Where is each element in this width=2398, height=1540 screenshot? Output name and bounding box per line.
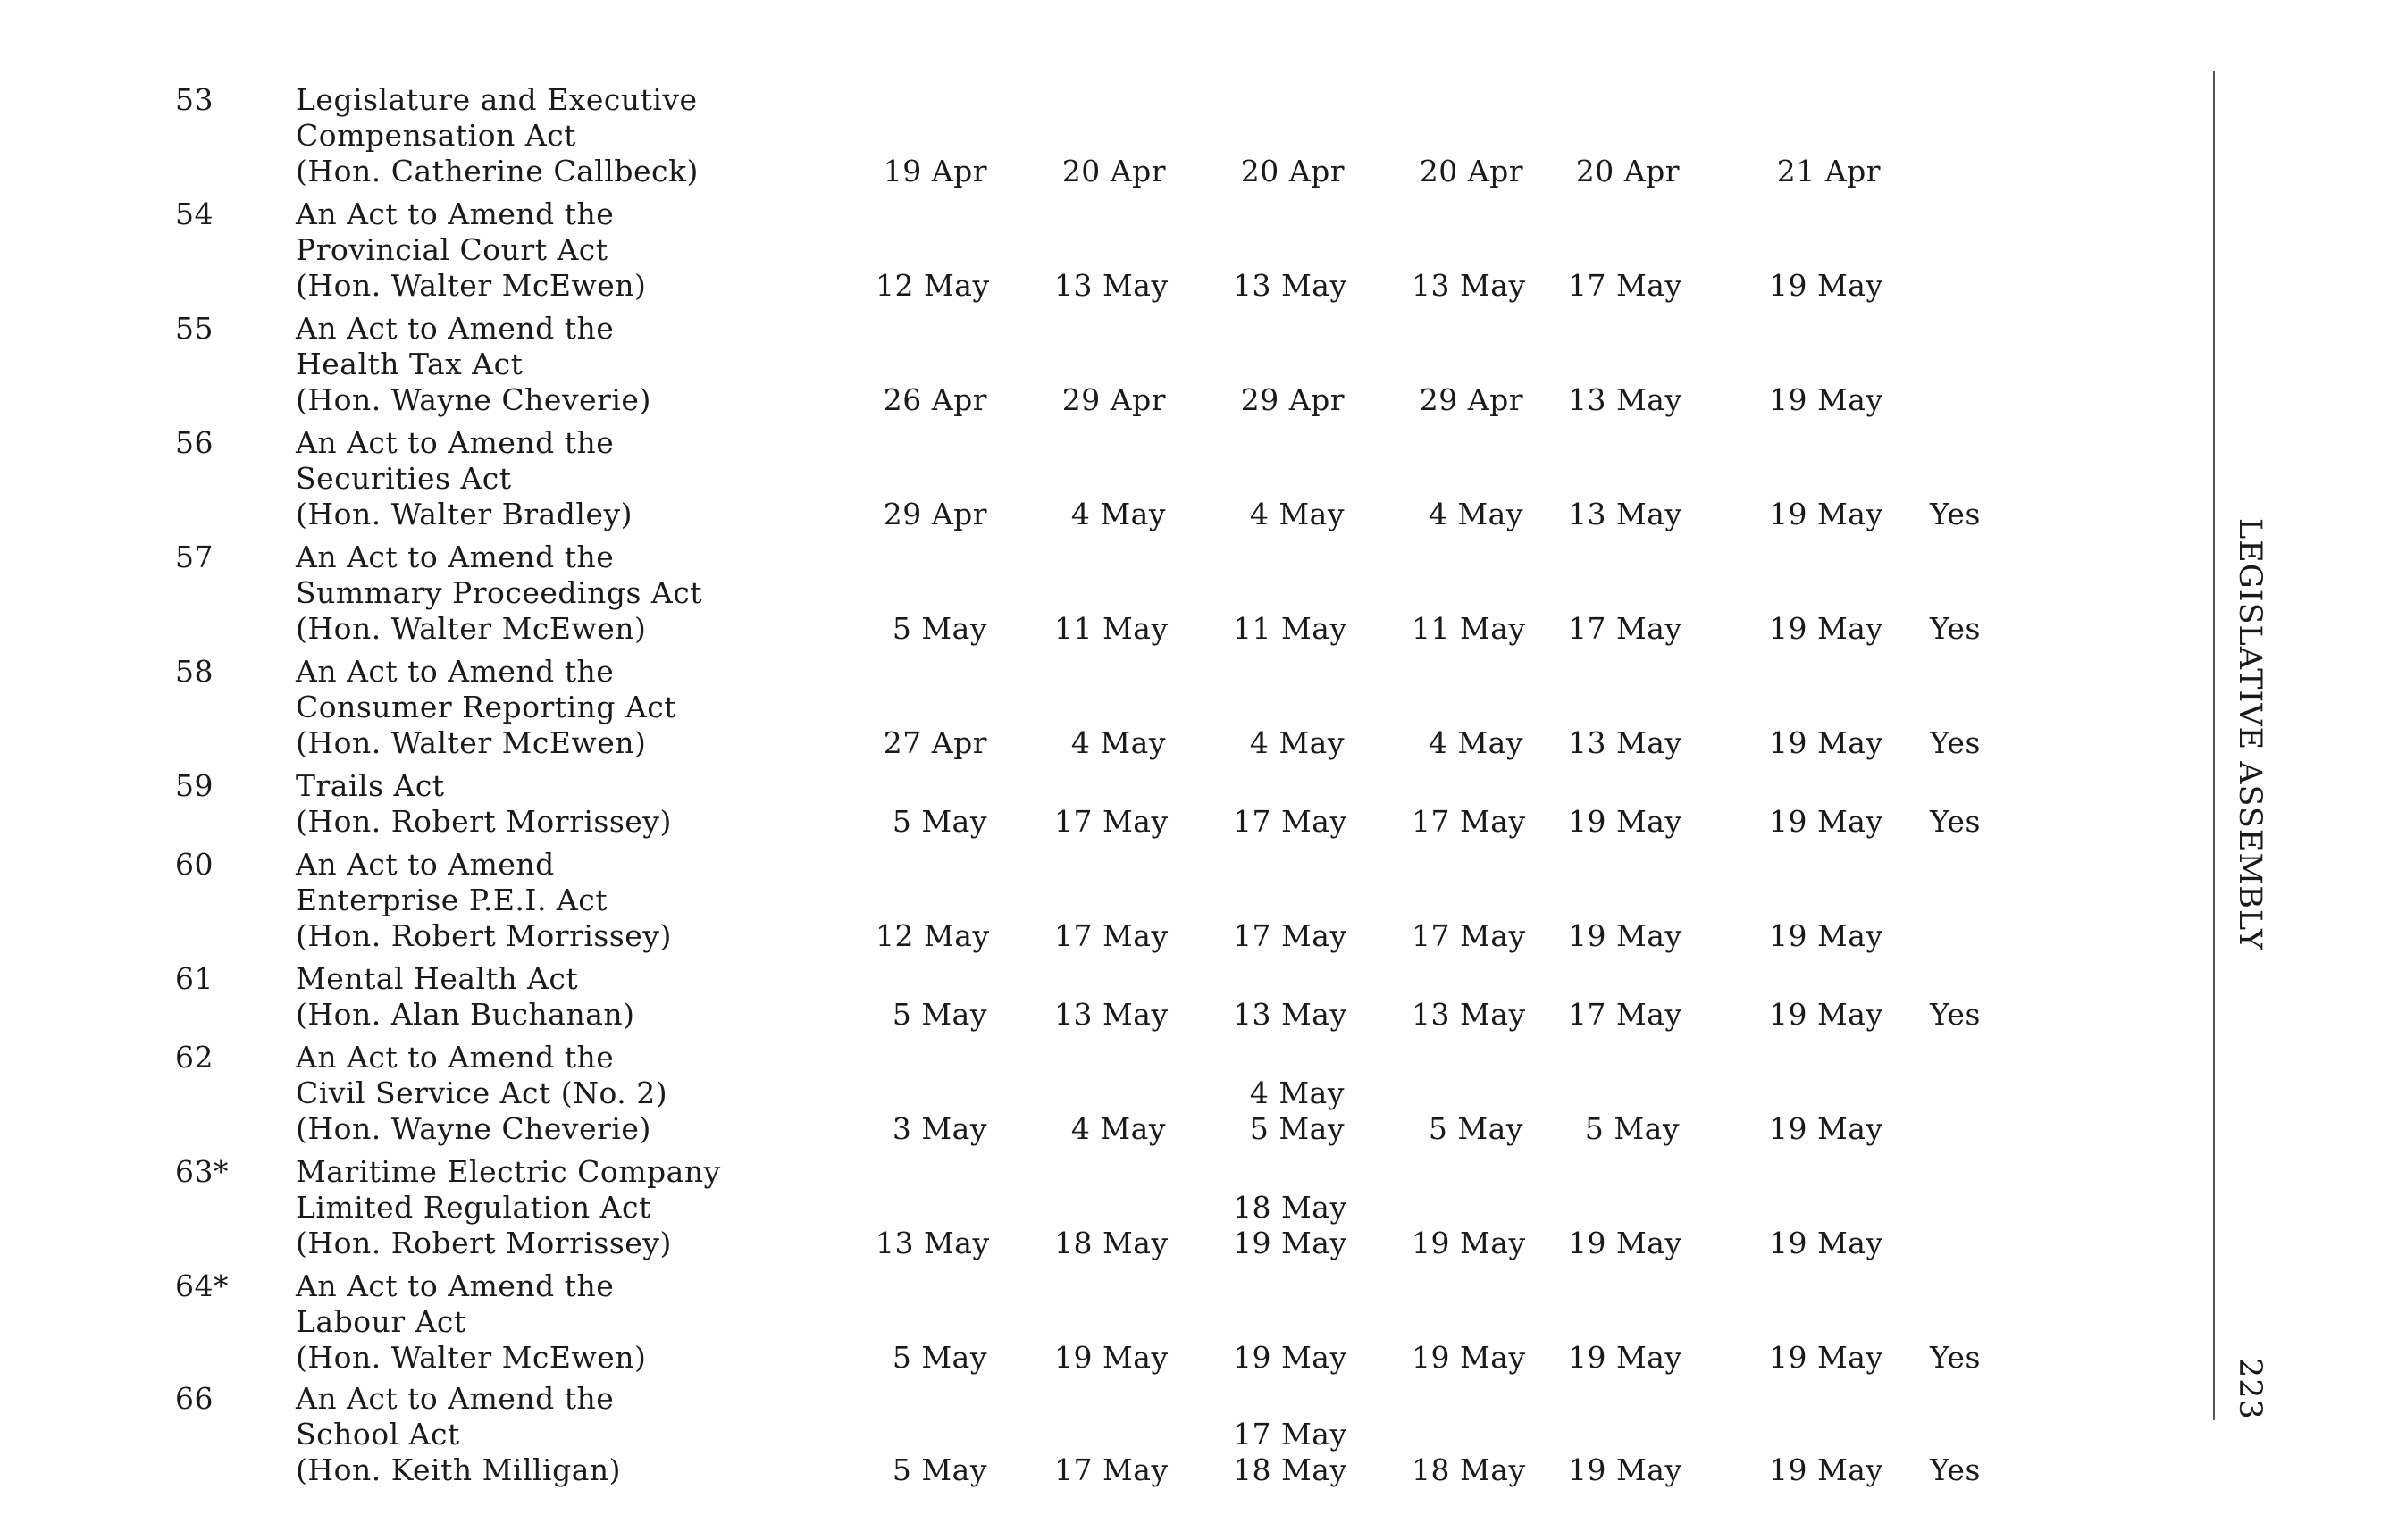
- date-cell: 19 Apr: [883, 154, 987, 188]
- bill-title-line: Trails Act: [296, 768, 445, 803]
- date-cell: 29 Apr: [1240, 382, 1345, 417]
- date-cell: 19 May: [1568, 1340, 1682, 1375]
- bill-number: 54: [175, 197, 214, 231]
- yes-flag: Yes: [1930, 725, 1981, 760]
- bill-sponsor: (Hon. Walter McEwen): [296, 268, 647, 303]
- bill-number: 62: [175, 1040, 214, 1075]
- date-cell: 19 May: [1769, 1452, 1883, 1487]
- date-cell: 11 May: [1233, 611, 1347, 646]
- bill-sponsor: (Hon. Robert Morrissey): [296, 918, 672, 953]
- date-cell: 20 Apr: [1061, 154, 1166, 188]
- bill-number: 66: [175, 1381, 214, 1416]
- date-cell: 17 May: [1054, 804, 1169, 839]
- bill-number: 57: [175, 540, 214, 574]
- date-cell: 13 May: [1233, 268, 1347, 303]
- date-cell: 17 May: [1412, 918, 1526, 953]
- date-cell: 19 May: [1233, 1226, 1347, 1260]
- bill-number: 60: [175, 847, 214, 882]
- bill-sponsor: (Hon. Walter McEwen): [296, 725, 647, 760]
- date-cell: 29 Apr: [1061, 382, 1166, 417]
- bill-sponsor: (Hon. Walter Bradley): [296, 497, 633, 531]
- date-cell-upper: 18 May: [1233, 1190, 1347, 1225]
- bill-title-line: Maritime Electric Company: [296, 1154, 721, 1189]
- date-cell: 19 May: [1769, 997, 1883, 1032]
- date-cell: 5 May: [1428, 1111, 1523, 1146]
- bill-sponsor: (Hon. Keith Milligan): [296, 1452, 622, 1487]
- date-cell: 20 Apr: [1419, 154, 1523, 188]
- bill-sponsor: (Hon. Catherine Callbeck): [296, 154, 699, 188]
- date-cell: 19 May: [1769, 611, 1883, 646]
- bill-title-line: Compensation Act: [296, 118, 576, 153]
- date-cell: 5 May: [1584, 1111, 1680, 1146]
- date-cell: 11 May: [1412, 611, 1526, 646]
- date-cell: 5 May: [892, 1340, 987, 1375]
- yes-flag: Yes: [1930, 497, 1981, 531]
- date-cell: 11 May: [1054, 611, 1169, 646]
- date-cell: 21 Apr: [1776, 154, 1881, 188]
- bill-sponsor: (Hon. Robert Morrissey): [296, 1226, 672, 1260]
- bill-sponsor: (Hon. Wayne Cheverie): [296, 1111, 651, 1146]
- bill-sponsor: (Hon. Robert Morrissey): [296, 804, 672, 839]
- date-cell: 4 May: [1070, 725, 1166, 760]
- date-cell: 19 May: [1568, 918, 1682, 953]
- date-cell: 19 May: [1769, 1111, 1883, 1146]
- date-cell: 13 May: [1568, 497, 1682, 531]
- date-cell: 13 May: [1054, 997, 1169, 1032]
- date-cell: 4 May: [1249, 725, 1345, 760]
- bill-number: 58: [175, 654, 214, 689]
- bill-title-line: Securities Act: [296, 461, 512, 496]
- date-cell: 12 May: [876, 268, 990, 303]
- bill-number: 56: [175, 425, 214, 460]
- bill-title-line: An Act to Amend: [296, 847, 555, 882]
- date-cell: 3 May: [892, 1111, 987, 1146]
- bill-title-line: An Act to Amend the: [296, 1040, 615, 1075]
- bill-number: 59: [175, 768, 214, 803]
- bill-title-line: Summary Proceedings Act: [296, 575, 702, 610]
- side-heading: LEGISLATIVE ASSEMBLY: [2232, 518, 2268, 951]
- bill-title-line: An Act to Amend the: [296, 540, 615, 574]
- date-cell: 18 May: [1054, 1226, 1169, 1260]
- yes-flag: Yes: [1930, 1340, 1981, 1375]
- date-cell: 4 May: [1070, 1111, 1166, 1146]
- date-cell: 17 May: [1568, 611, 1682, 646]
- date-cell: 17 May: [1233, 918, 1347, 953]
- date-cell: 20 Apr: [1240, 154, 1345, 188]
- date-cell: 13 May: [876, 1226, 990, 1260]
- date-cell: 4 May: [1428, 725, 1523, 760]
- bill-title-line: Civil Service Act (No. 2): [296, 1075, 668, 1110]
- bill-sponsor: (Hon. Walter McEwen): [296, 611, 647, 646]
- bill-number: 61: [175, 961, 214, 996]
- date-cell: 4 May: [1070, 497, 1166, 531]
- yes-flag: Yes: [1930, 611, 1981, 646]
- date-cell: 29 Apr: [883, 497, 987, 531]
- bill-sponsor: (Hon. Alan Buchanan): [296, 997, 635, 1032]
- date-cell: 19 May: [1769, 918, 1883, 953]
- date-cell: 13 May: [1233, 997, 1347, 1032]
- date-cell: 13 May: [1054, 268, 1169, 303]
- bill-number: 55: [175, 311, 214, 346]
- bill-title-line: An Act to Amend the: [296, 425, 615, 460]
- date-cell: 19 May: [1412, 1340, 1526, 1375]
- bill-title-line: Limited Regulation Act: [296, 1190, 651, 1225]
- date-cell: 19 May: [1769, 1340, 1883, 1375]
- date-cell: 20 Apr: [1575, 154, 1680, 188]
- date-cell: 17 May: [1412, 804, 1526, 839]
- bill-sponsor: (Hon. Walter McEwen): [296, 1340, 647, 1375]
- margin-rule: [2213, 71, 2215, 1420]
- date-cell: 4 May: [1249, 497, 1345, 531]
- date-cell: 18 May: [1233, 1452, 1347, 1487]
- yes-flag: Yes: [1930, 997, 1981, 1032]
- date-cell: 19 May: [1769, 725, 1883, 760]
- bill-number: 63*: [175, 1154, 229, 1189]
- bill-title-line: School Act: [296, 1417, 460, 1452]
- date-cell: 19 May: [1054, 1340, 1169, 1375]
- yes-flag: Yes: [1930, 1452, 1981, 1487]
- yes-flag: Yes: [1930, 804, 1981, 839]
- date-cell: 19 May: [1769, 1226, 1883, 1260]
- date-cell-upper: 4 May: [1249, 1075, 1345, 1110]
- date-cell: 17 May: [1233, 804, 1347, 839]
- bill-title-line: An Act to Amend the: [296, 311, 615, 346]
- date-cell: 19 May: [1568, 804, 1682, 839]
- date-cell: 5 May: [892, 804, 987, 839]
- bill-title-line: An Act to Amend the: [296, 197, 615, 231]
- date-cell: 19 May: [1233, 1340, 1347, 1375]
- bill-number: 53: [175, 82, 214, 117]
- date-cell: 4 May: [1428, 497, 1523, 531]
- date-cell: 17 May: [1568, 268, 1682, 303]
- date-cell: 19 May: [1568, 1452, 1682, 1487]
- date-cell: 5 May: [892, 611, 987, 646]
- date-cell: 17 May: [1054, 918, 1169, 953]
- bill-title-line: Health Tax Act: [296, 347, 524, 381]
- date-cell-upper: 17 May: [1233, 1417, 1347, 1452]
- date-cell: 18 May: [1412, 1452, 1526, 1487]
- date-cell: 13 May: [1568, 382, 1682, 417]
- date-cell: 13 May: [1412, 997, 1526, 1032]
- bill-number: 64*: [175, 1268, 229, 1303]
- date-cell: 17 May: [1568, 997, 1682, 1032]
- date-cell: 19 May: [1412, 1226, 1526, 1260]
- bill-title-line: An Act to Amend the: [296, 1268, 615, 1303]
- date-cell: 27 Apr: [883, 725, 987, 760]
- bill-sponsor: (Hon. Wayne Cheverie): [296, 382, 651, 417]
- date-cell: 17 May: [1054, 1452, 1169, 1487]
- date-cell: 5 May: [892, 1452, 987, 1487]
- bill-title-line: An Act to Amend the: [296, 1381, 615, 1416]
- page-number: 223: [2232, 1358, 2268, 1420]
- date-cell: 5 May: [892, 997, 987, 1032]
- date-cell: 13 May: [1568, 725, 1682, 760]
- date-cell: 26 Apr: [883, 382, 987, 417]
- bill-title-line: Mental Health Act: [296, 961, 579, 996]
- date-cell: 19 May: [1769, 804, 1883, 839]
- bill-title-line: Legislature and Executive: [296, 82, 698, 117]
- date-cell: 19 May: [1769, 268, 1883, 303]
- date-cell: 12 May: [876, 918, 990, 953]
- bill-title-line: Labour Act: [296, 1304, 466, 1339]
- date-cell: 19 May: [1568, 1226, 1682, 1260]
- date-cell: 29 Apr: [1419, 382, 1523, 417]
- date-cell: 13 May: [1412, 268, 1526, 303]
- bill-title-line: Provincial Court Act: [296, 232, 608, 267]
- bill-title-line: Consumer Reporting Act: [296, 690, 677, 724]
- date-cell: 19 May: [1769, 382, 1883, 417]
- bill-title-line: An Act to Amend the: [296, 654, 615, 689]
- date-cell: 19 May: [1769, 497, 1883, 531]
- date-cell: 5 May: [1249, 1111, 1345, 1146]
- bill-title-line: Enterprise P.E.I. Act: [296, 883, 608, 917]
